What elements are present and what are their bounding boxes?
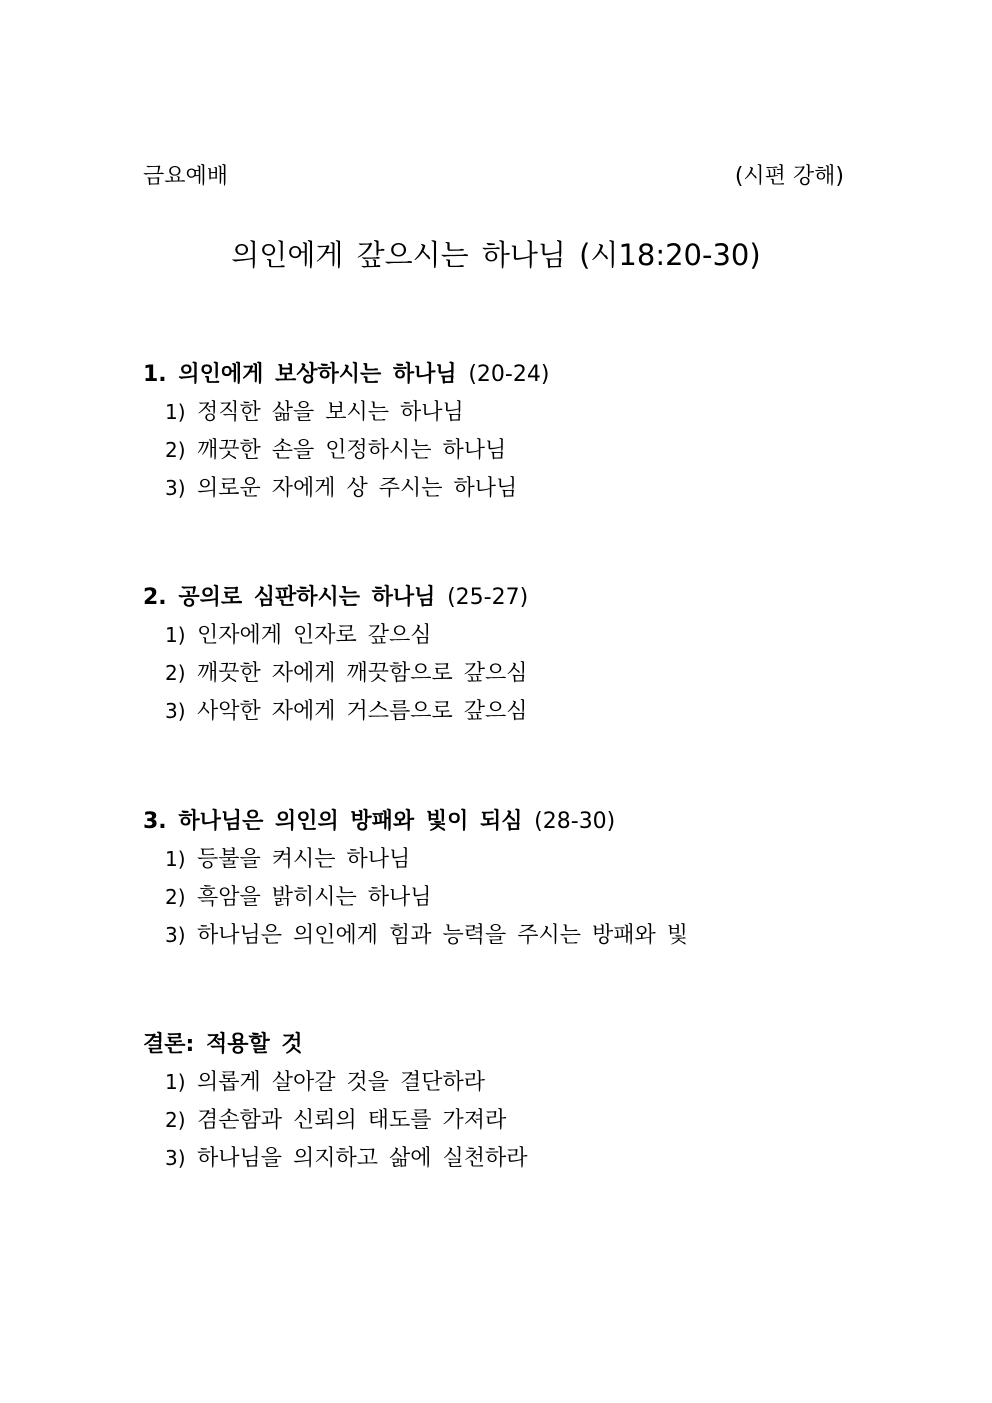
section-reference: (28-30): [534, 809, 616, 834]
list-item: [143, 696, 528, 727]
item-text: 깨끗한 자에게 깨끗함으로 갚으심: [197, 661, 528, 686]
section-3: [143, 807, 688, 958]
list-item: [143, 1105, 528, 1136]
item-text: 의롭게 살아갈 것을 결단하라: [197, 1070, 486, 1095]
section-heading: [143, 360, 549, 390]
item-number: 1): [165, 400, 186, 424]
service-name: 금요예배: [143, 164, 229, 189]
item-number: 3): [165, 1146, 186, 1170]
item-text: 하나님을 의지하고 삶에 실천하라: [197, 1146, 528, 1171]
list-item: [143, 1143, 528, 1174]
list-item: [143, 844, 688, 875]
list-item: [143, 473, 549, 504]
series-name: (시편 강해): [734, 164, 844, 189]
section-heading: [143, 583, 528, 613]
list-item: [143, 397, 549, 428]
list-item: [143, 920, 688, 951]
list-item: [143, 1067, 528, 1098]
list-item: [143, 620, 528, 651]
item-number: 2): [165, 1108, 186, 1132]
item-number: 2): [165, 438, 186, 462]
section-heading-text: 1. 의인에게 보상하시는 하나님: [143, 362, 457, 387]
item-number: 3): [165, 476, 186, 500]
list-item: [143, 435, 549, 466]
section-reference: (20-24): [468, 362, 550, 387]
item-number: 3): [165, 923, 186, 947]
section-heading: [143, 1030, 528, 1060]
list-item: [143, 658, 528, 689]
sermon-title: 의인에게 갚으시는 하나님 (시18:20-30): [231, 238, 761, 272]
item-number: 2): [165, 885, 186, 909]
item-number: 1): [165, 1070, 186, 1094]
item-number: 1): [165, 847, 186, 871]
list-item: [143, 882, 688, 913]
item-text: 등불을 켜시는 하나님: [197, 847, 411, 872]
section-heading-text: 3. 하나님은 의인의 방패와 빛이 되심: [143, 809, 523, 834]
item-text: 하나님은 의인에게 힘과 능력을 주시는 방패와 빛: [197, 923, 689, 948]
item-number: 2): [165, 661, 186, 685]
section-heading: [143, 807, 688, 837]
section-heading-text: 2. 공의로 심판하시는 하나님: [143, 585, 436, 610]
conclusion-section: [143, 1030, 528, 1181]
section-heading-text: 결론: 적용할 것: [143, 1032, 303, 1057]
section-1: [143, 360, 549, 511]
item-text: 깨끗한 손을 인정하시는 하나님: [197, 438, 507, 463]
item-text: 인자에게 인자로 갚으심: [197, 623, 432, 648]
item-text: 겸손함과 신뢰의 태도를 가져라: [197, 1108, 507, 1133]
section-2: [143, 583, 528, 734]
item-text: 정직한 삶을 보시는 하나님: [197, 400, 464, 425]
item-text: 의로운 자에게 상 주시는 하나님: [197, 476, 518, 501]
item-text: 흑암을 밝히시는 하나님: [197, 885, 432, 910]
item-number: 1): [165, 623, 186, 647]
item-number: 3): [165, 699, 186, 723]
section-reference: (25-27): [447, 585, 529, 610]
item-text: 사악한 자에게 거스름으로 갚으심: [197, 699, 528, 724]
